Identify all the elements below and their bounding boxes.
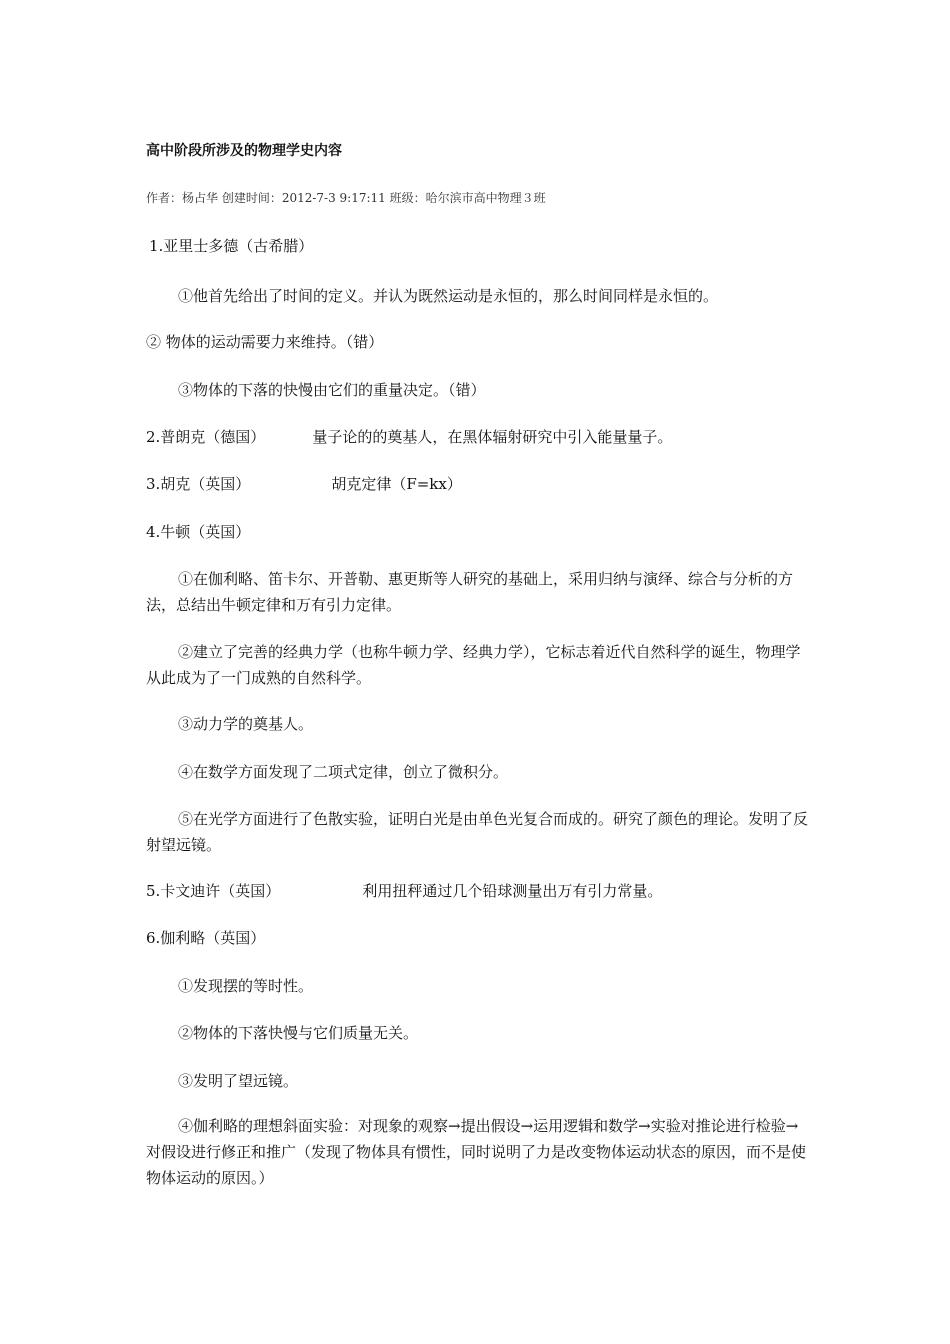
section-2-note: 量子论的的奠基人，在黑体辐射研究中引入能量量子。	[312, 428, 673, 446]
section-6-item-4: ④伽利略的理想斜面实验：对现象的观察→提出假设→运用逻辑和数学→实验对推论进行检验→对假设进行修正和推广（发现了物体具有惯性，同时说明了力是改变物体运动状态的原因，而不是使物体运动的原因。）	[146, 1117, 807, 1187]
section-heading-2: 2.普朗克（德国）	[146, 428, 266, 446]
section-6-item-3: ③发明了望远镜。	[178, 1072, 299, 1090]
section-3-row	[146, 471, 811, 497]
section-4-item-3: ③动力学的奠基人。	[178, 715, 314, 733]
page-title: 高中阶段所涉及的物理学史内容	[146, 143, 342, 159]
section-2-row	[146, 424, 811, 450]
section-heading-5: 5.卡文迪许（英国）	[146, 882, 281, 900]
section-1-item-1: ①他首先给出了时间的定义。并认为既然运动是永恒的，那么时间同样是永恒的。	[178, 287, 719, 305]
section-heading-6: 6.伽利略（英国）	[146, 929, 266, 947]
section-4-item-4: ④在数学方面发现了二项式定律，创立了微积分。	[178, 763, 509, 781]
section-1-item-3: ③物体的下落的快慢由它们的重量决定。（错）	[178, 381, 486, 399]
author-meta: 作者：杨占华 创建时间：2012-7-3 9:17:11 班级：哈尔滨市高中物理３班	[146, 191, 546, 205]
section-1-item-2: ② 物体的运动需要力来维持。（错）	[146, 333, 384, 351]
section-6-item-1: ①发现摆的等时性。	[178, 977, 314, 995]
section-4-item-5: ⑤在光学方面进行了色散实验，证明白光是由单色光复合而成的。研究了颜色的理论。发明了反射望远镜。	[146, 810, 809, 854]
section-5-row	[146, 878, 811, 904]
section-4-item-1: ①在伽利略、笛卡尔、开普勒、惠更斯等人研究的基础上，采用归纳与演绎、综合与分析的方法，总结出牛顿定律和万有引力定律。	[146, 570, 794, 614]
section-4-item-2: ②建立了完善的经典力学（也称牛顿力学、经典力学），它标志着近代自然科学的诞生，物理学从此成为了一门成熟的自然科学。	[146, 643, 801, 687]
section-heading-1: 1.亚里士多德（古希腊）	[149, 237, 314, 255]
section-heading-3: 3.胡克（英国）	[146, 475, 251, 493]
section-5-note: 利用扭秤通过几个铅球测量出万有引力常量。	[362, 882, 663, 900]
section-heading-4: 4.牛顿（英国）	[146, 523, 251, 541]
section-3-note: 胡克定律（F=kx）	[331, 475, 462, 493]
section-6-item-2: ②物体的下落快慢与它们质量无关。	[178, 1024, 419, 1042]
